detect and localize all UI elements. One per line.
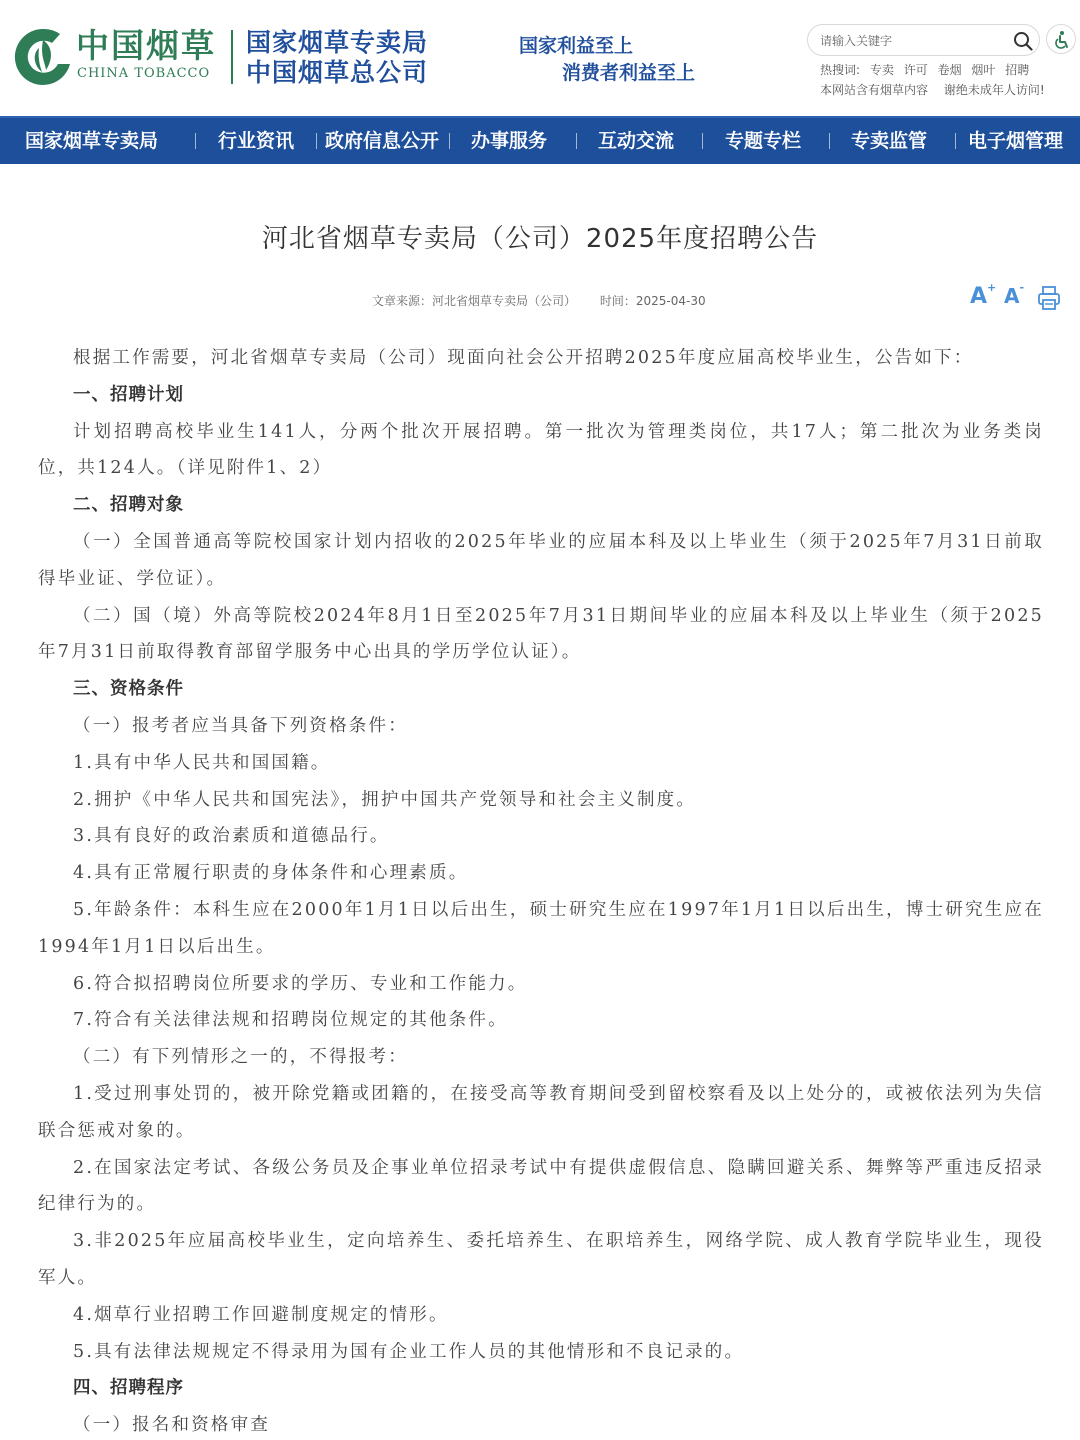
hotwords-label: 热搜词: bbox=[820, 63, 861, 77]
article-paragraph: 4.烟草行业招聘工作回避制度规定的情形。 bbox=[73, 1304, 449, 1325]
nav-separator bbox=[449, 133, 450, 149]
hotword-link[interactable]: 烟叶 bbox=[971, 63, 996, 77]
nav-separator bbox=[702, 133, 703, 149]
nav-item-e-cigarette[interactable]: 电子烟管理 bbox=[968, 130, 1064, 152]
section-heading: 三、资格条件 bbox=[73, 679, 184, 700]
article-paragraph: 计划招聘高校毕业生141人，分两个批次开展招聘。第一批次为管理类岗位，共17人；第二批次为业务类岗位，共124人。（详见附件1、2） bbox=[38, 421, 1044, 479]
slogan-line-2: 消费者利益至上 bbox=[562, 62, 696, 84]
nav-item-gov-info[interactable]: 政府信息公开 bbox=[325, 130, 440, 152]
article-paragraph: 根据工作需要，河北省烟草专卖局（公司）现面向社会公开招聘2025年度应届高校毕业生，公告如下： bbox=[73, 348, 974, 368]
article-paragraph: 6.符合拟招聘岗位所要求的学历、专业和工作能力。 bbox=[73, 973, 528, 994]
china-tobacco-logo[interactable] bbox=[12, 26, 74, 88]
search-box bbox=[807, 24, 1040, 56]
accessibility-button[interactable] bbox=[1046, 24, 1076, 54]
article-paragraph: （一）报考者应当具备下列资格条件： bbox=[73, 715, 408, 736]
font-increase-button[interactable]: A+ bbox=[970, 280, 997, 309]
accessibility-icon bbox=[1052, 30, 1072, 50]
org-name-1[interactable]: 国家烟草专卖局 bbox=[246, 28, 429, 57]
font-decrease-button[interactable]: A- bbox=[1004, 281, 1025, 308]
tobacco-notice bbox=[820, 81, 1045, 98]
article-paragraph: 4.具有正常履行职责的身体条件和心理素质。 bbox=[73, 863, 469, 884]
article-paragraph: （二）有下列情形之一的，不得报考： bbox=[73, 1047, 408, 1068]
search-input[interactable] bbox=[820, 31, 1010, 51]
search-icon[interactable] bbox=[1013, 31, 1033, 51]
nav-item-supervision[interactable]: 专卖监管 bbox=[851, 130, 928, 152]
article-meta bbox=[372, 292, 706, 309]
article-paragraph: 7.符合有关法律法规和招聘岗位规定的其他条件。 bbox=[73, 1010, 508, 1031]
notice-left: 本网站含有烟草内容 bbox=[820, 83, 929, 97]
section-heading: 二、招聘对象 bbox=[73, 495, 184, 516]
hotword-link[interactable]: 许可 bbox=[903, 63, 928, 77]
article-body bbox=[38, 340, 1044, 1440]
hotword-link[interactable]: 专卖 bbox=[869, 63, 894, 77]
nav-item-stma[interactable]: 国家烟草专卖局 bbox=[25, 130, 159, 152]
print-icon[interactable] bbox=[1036, 284, 1062, 312]
section-heading: 四、招聘程序 bbox=[73, 1378, 184, 1399]
article-paragraph: 2.在国家法定考试、各级公务员及企事业单位招录考试中有提供虚假信息、隐瞒回避关系、舞弊等严重违反招录纪律行为的。 bbox=[38, 1157, 1044, 1215]
header-divider bbox=[231, 30, 233, 84]
article-paragraph: 2.拥护《中华人民共和国宪法》，拥护中国共产党领导和社会主义制度。 bbox=[73, 789, 697, 810]
nav-item-interaction[interactable]: 互动交流 bbox=[598, 130, 675, 152]
nav-separator bbox=[576, 133, 577, 149]
hotwords bbox=[820, 61, 1035, 78]
article-paragraph: 5.具有法律法规规定不得录用为国有企业工作人员的其他情形和不良记录的。 bbox=[73, 1341, 745, 1362]
article-paragraph: 5.年龄条件：本科生应在2000年1月1日以后出生，硕士研究生应在1997年1月1日以后出生，博士研究生应在1994年1月1日以后出生。 bbox=[38, 899, 1044, 957]
slogan-line-1: 国家利益至上 bbox=[519, 35, 634, 57]
site-header bbox=[0, 0, 1080, 116]
article-paragraph: （二）国（境）外高等院校2024年8月1日至2025年7月31日期间毕业的应届本科及以上毕业生（须于2025年7月31日前取得教育部留学服务中心出具的学历学位认证）。 bbox=[38, 605, 1044, 663]
article-paragraph: 1.受过刑事处罚的，被开除党籍或团籍的，在接受高等教育期间受到留校察看及以上处分的，或被依法列为失信联合惩戒对象的。 bbox=[38, 1083, 1044, 1141]
main-nav bbox=[0, 116, 1080, 164]
nav-item-services[interactable]: 办事服务 bbox=[471, 130, 548, 152]
article-source: 文章来源：河北省烟草专卖局（公司） bbox=[372, 294, 577, 308]
nav-separator bbox=[316, 133, 317, 149]
nav-item-industry-news[interactable]: 行业资讯 bbox=[218, 130, 295, 152]
hotword-link[interactable]: 卷烟 bbox=[937, 63, 962, 77]
article-paragraph: 1.具有中华人民共和国国籍。 bbox=[73, 752, 331, 773]
org-name-2[interactable]: 中国烟草总公司 bbox=[246, 58, 429, 87]
notice-right: 谢绝未成年人访问! bbox=[943, 83, 1045, 97]
nav-separator bbox=[829, 133, 830, 149]
section-heading: 一、招聘计划 bbox=[73, 384, 184, 405]
article-title: 河北省烟草专卖局（公司）2025年度招聘公告 bbox=[261, 224, 819, 254]
hotword-link[interactable]: 招聘 bbox=[1005, 63, 1030, 77]
article-paragraph: （一）全国普通高等院校国家计划内招收的2025年毕业的应届本科及以上毕业生（须于2025年7月31日前取得毕业证、学位证）。 bbox=[38, 531, 1044, 589]
nav-separator bbox=[195, 133, 196, 149]
logo-text-en: CHINA TOBACCO bbox=[77, 66, 211, 81]
article-paragraph: （一）报名和资格审查 bbox=[73, 1415, 270, 1436]
nav-separator bbox=[955, 133, 956, 149]
article-time: 时间：2025-04-30 bbox=[599, 294, 706, 308]
logo-text-cn: 中国烟草 bbox=[76, 26, 216, 65]
article-paragraph: 3.具有良好的政治素质和道德品行。 bbox=[73, 826, 390, 847]
article-paragraph: 3.非2025年应届高校毕业生，定向培养生、委托培养生、在职培养生，网络学院、成人教育学院毕业生，现役军人。 bbox=[38, 1231, 1044, 1288]
nav-item-topics[interactable]: 专题专栏 bbox=[725, 130, 802, 152]
